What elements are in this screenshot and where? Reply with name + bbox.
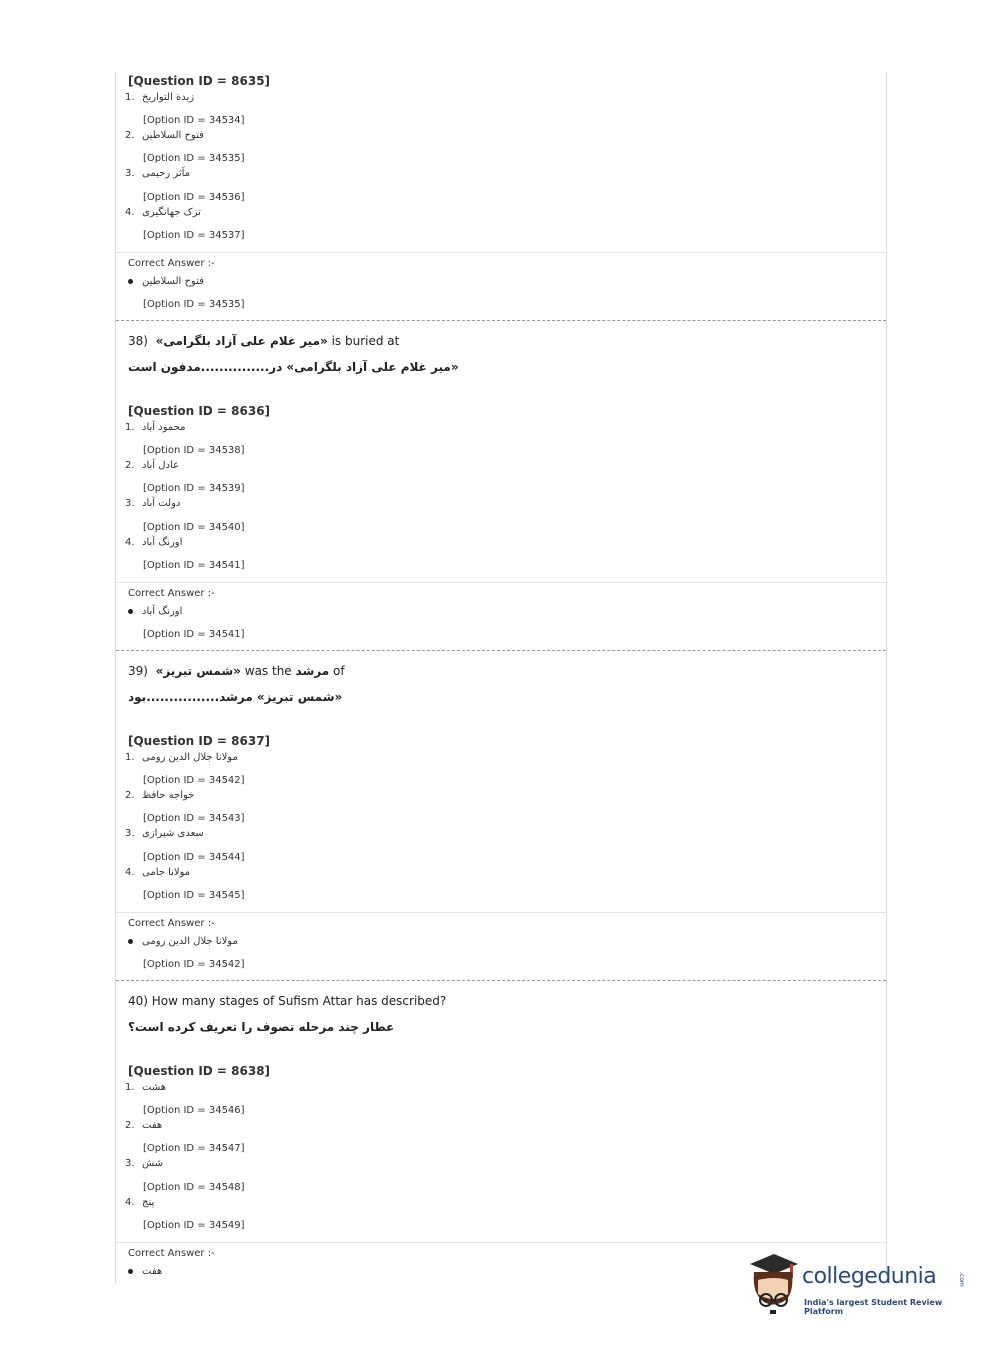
option-3: 3. شش: [125, 1158, 164, 1169]
question-text-persian: عطار چند مرحله تصوف را تعریف کرده است؟: [128, 1020, 395, 1034]
option-id: [Option ID = 34543]: [143, 813, 245, 824]
option-id: [Option ID = 34540]: [143, 522, 245, 533]
logo-domain: .com: [958, 1272, 965, 1287]
question-paper: [115, 72, 887, 1284]
divider: [116, 1242, 886, 1243]
option-id: [Option ID = 34541]: [143, 560, 245, 571]
correct-answer-label: Correct Answer :-: [128, 258, 215, 269]
correct-answer: هفت: [128, 1266, 162, 1277]
question-separator: [116, 980, 886, 981]
option-id: [Option ID = 34549]: [143, 1220, 245, 1231]
option-4: 4. مولانا جامی: [125, 867, 191, 878]
option-2: 2. خواجه حافظ: [125, 790, 195, 801]
bullet-icon: [128, 279, 133, 284]
option-2: 2. هفت: [125, 1120, 163, 1131]
option-4: 4. اورنگ آباد: [125, 537, 183, 548]
question-text-english: 38) «میر غلام علی آزاد بلگرامی» is buried at: [128, 334, 400, 348]
collegedunia-logo: [744, 1250, 974, 1320]
question-id: [Question ID = 8637]: [128, 734, 271, 748]
option-3: 3. مآثر رحیمی: [125, 168, 191, 179]
correct-answer-label: Correct Answer :-: [128, 588, 215, 599]
option-1: 1. محمود آباد: [125, 422, 186, 433]
option-1: 1. هشت: [125, 1082, 167, 1093]
question-separator: [116, 650, 886, 651]
correct-option-id: [Option ID = 34541]: [143, 629, 245, 640]
option-id: [Option ID = 34536]: [143, 192, 245, 203]
logo-wordmark: collegedunia: [802, 1264, 937, 1289]
correct-option-id: [Option ID = 34535]: [143, 299, 245, 310]
option-2: 2. عادل آباد: [125, 460, 179, 471]
divider: [116, 582, 886, 583]
question-text-english: 40) How many stages of Sufism Attar has described?: [128, 994, 447, 1008]
question-id: [Question ID = 8638]: [128, 1064, 271, 1078]
option-id: [Option ID = 34537]: [143, 230, 245, 241]
option-id: [Option ID = 34538]: [143, 445, 245, 456]
correct-option-id: [Option ID = 34542]: [143, 959, 245, 970]
question-id: [Question ID = 8635]: [128, 74, 271, 88]
correct-answer: اورنگ آباد: [128, 606, 182, 617]
question-text-persian: «شمس تبریز» مرشد................بود: [128, 690, 343, 704]
correct-answer: فتوح السلاطین: [128, 276, 204, 287]
option-id: [Option ID = 34547]: [143, 1143, 245, 1154]
mascot-icon: [744, 1250, 802, 1316]
question-id: [Question ID = 8636]: [128, 404, 271, 418]
option-3: 3. دولت آباد: [125, 498, 181, 509]
bullet-icon: [128, 1269, 133, 1274]
option-4: 4. تزک جهانگیری: [125, 207, 201, 218]
option-2: 2. فتوح السلاطین: [125, 130, 204, 141]
bullet-icon: [128, 939, 133, 944]
option-id: [Option ID = 34546]: [143, 1105, 245, 1116]
correct-answer-label: Correct Answer :-: [128, 1248, 215, 1259]
option-id: [Option ID = 34542]: [143, 775, 245, 786]
bullet-icon: [128, 609, 133, 614]
divider: [116, 912, 886, 913]
option-id: [Option ID = 34548]: [143, 1182, 245, 1193]
option-4: 4. پنج: [125, 1197, 155, 1208]
option-id: [Option ID = 34545]: [143, 890, 245, 901]
option-3: 3. سعدی شیرازی: [125, 828, 204, 839]
option-1: 1. مولانا جلال الدین رومی: [125, 752, 238, 763]
option-1: 1. زبدة التواريخ: [125, 92, 195, 103]
question-separator: [116, 320, 886, 321]
option-id: [Option ID = 34539]: [143, 483, 245, 494]
option-id: [Option ID = 34544]: [143, 852, 245, 863]
question-text-english: 39) «شمس تبریز» was the مرشد of: [128, 664, 345, 678]
logo-tagline: India's largest Student Review Platform: [804, 1298, 943, 1316]
correct-answer-label: Correct Answer :-: [128, 918, 215, 929]
option-id: [Option ID = 34535]: [143, 153, 245, 164]
divider: [116, 252, 886, 253]
correct-answer: مولانا جلال الدین رومی: [128, 936, 238, 947]
option-id: [Option ID = 34534]: [143, 115, 245, 126]
question-text-persian: «میر غلام علی آزاد بلگرامی» در...............مدفون است: [128, 360, 459, 374]
